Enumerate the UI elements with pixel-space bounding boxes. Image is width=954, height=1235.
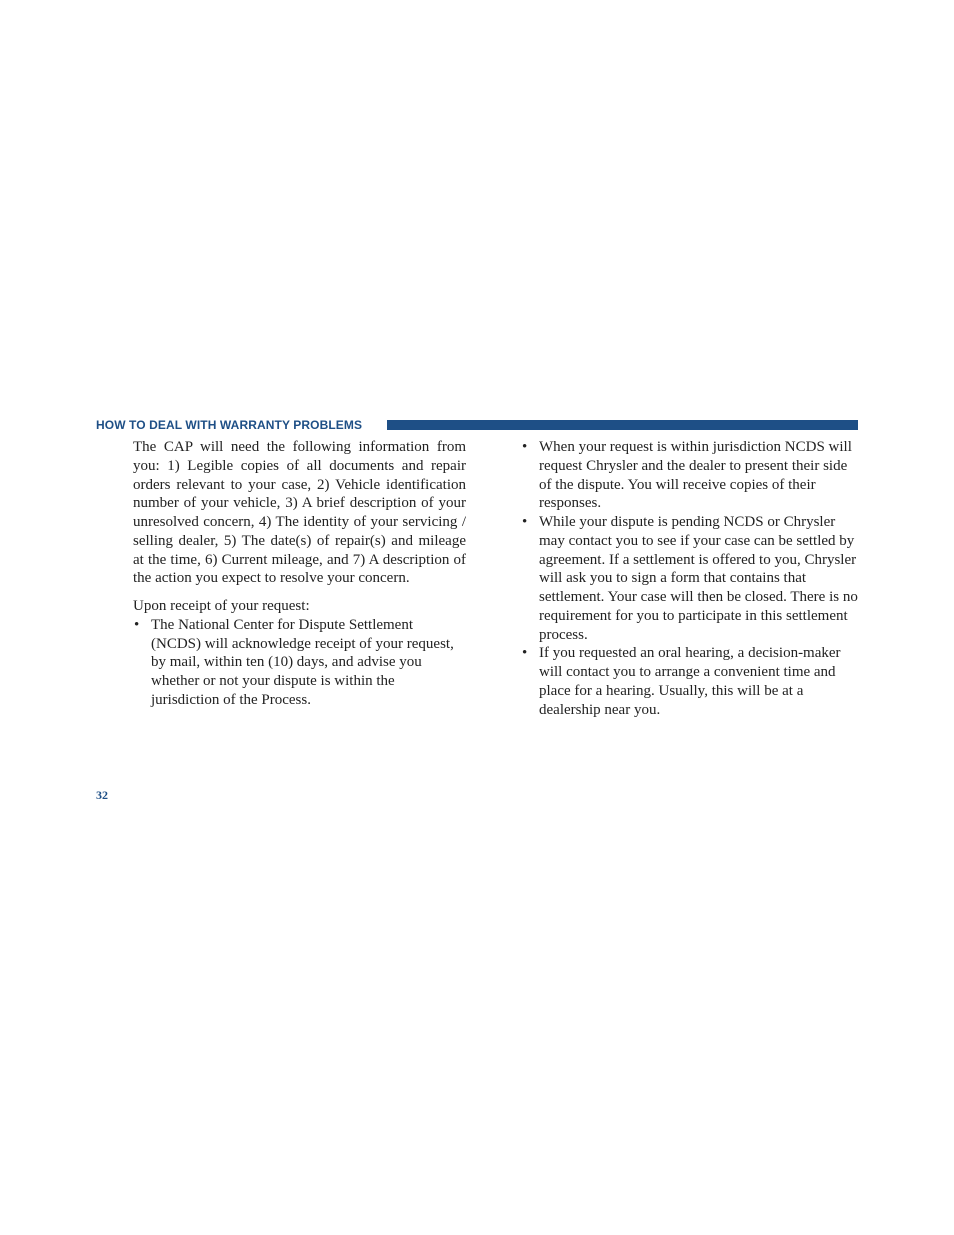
list-item-text: While your dispute is pending NCDS or Chrysler may contact you to see if your case can be settled by agreement. If a settlement is offered to you, Chrysler will ask you to sign a form that contains that settlement. Your case will then be closed. There is no requirement for you to participate in this settlement process. [539, 514, 858, 643]
section-header [96, 417, 858, 433]
left-bullet-list [133, 616, 466, 710]
list-item [521, 513, 859, 644]
list-item-text: When your request is within jurisdiction NCDS will request Chrysler and the dealer to present their side of the dispute. You will receive copies of their responses. [539, 439, 852, 512]
section-header-bar [387, 420, 858, 430]
section-title: HOW TO DEAL WITH WARRANTY PROBLEMS [96, 418, 363, 432]
right-column [521, 438, 859, 719]
list-item-text: The National Center for Dispute Settlement (NCDS) will acknowledge receipt of your request, by mail, within ten (10) days, and advise you whether or not your dispute is within the jurisdiction of the Process. [151, 616, 454, 708]
bullet-icon: • [522, 514, 528, 530]
page-number: 32 [96, 788, 108, 802]
list-item [521, 644, 859, 719]
intro-paragraph: The CAP will need the following information from you: 1) Legible copies of all documents and repair orders relevant to your case, 2) Vehicle identification number of your vehicle, 3) A brief description of your unresolved concern, 4) The identity of your servicing / selling dealer, 5) The date(s) of repair(s) and mileage at the time, 6) Current mileage, and 7) A description of the action you expect to resolve your concern. [133, 439, 466, 587]
right-bullet-list [521, 438, 859, 719]
left-column [133, 438, 466, 710]
list-item [521, 438, 859, 513]
bullet-icon: • [522, 439, 528, 455]
lead-paragraph: Upon receipt of your request: [133, 598, 310, 614]
list-item-text: If you requested an oral hearing, a decision-maker will contact you to arrange a convenient time and place for a hearing. Usually, this will be at a dealership near you. [539, 645, 841, 718]
bullet-icon: • [134, 616, 140, 633]
list-item [133, 616, 466, 710]
bullet-icon: • [522, 645, 528, 662]
